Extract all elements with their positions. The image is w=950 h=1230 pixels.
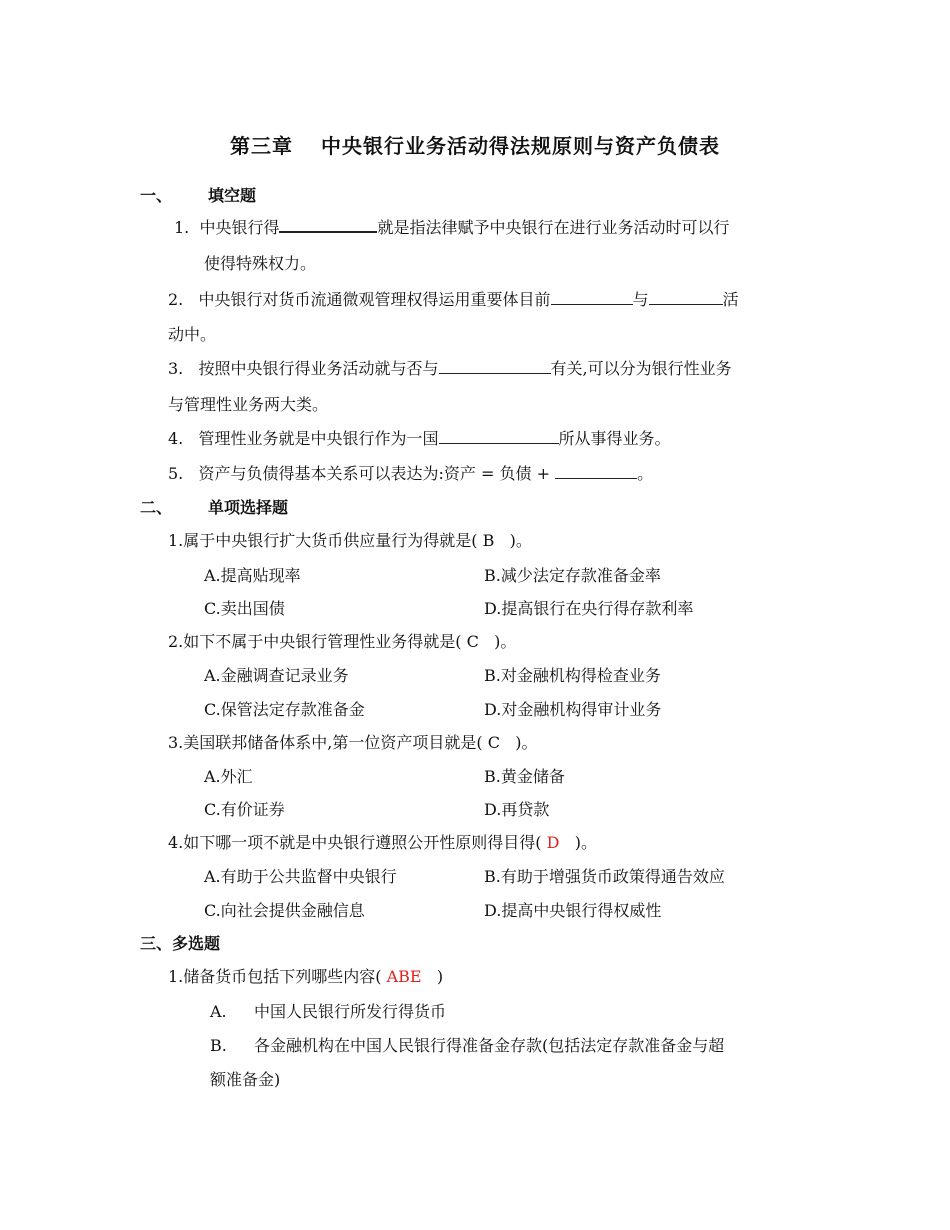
multi-option-b-cont: 额准备金): [210, 1070, 281, 1089]
fill-question-3-cont: 与管理性业务两大类。: [168, 395, 329, 414]
option-c: C.向社会提供金融信息: [204, 901, 365, 920]
chapter-name: 中央银行业务活动得法规原则与资产负债表: [321, 134, 720, 158]
fill-question-1: 1. 中央银行得 就是指法律赋予中央银行在进行业务活动时可以行: [174, 218, 730, 237]
answer-text-highlighted: ABE: [386, 967, 422, 986]
chapter-title: [0, 130, 950, 159]
option-b: B.对金融机构得检查业务: [484, 666, 661, 685]
option-a: A.金融调查记录业务: [204, 666, 349, 685]
option-c: C.卖出国债: [204, 599, 285, 618]
single-question-3: 3.美国联邦储备体系中,第一位资产项目就是( C )。: [168, 733, 538, 752]
answer-text: C: [466, 632, 479, 651]
option-b: B.减少法定存款准备金率: [484, 566, 661, 585]
option-c: C.有价证券: [204, 800, 285, 819]
option-a: A.提高贴现率: [204, 566, 301, 585]
section-heading-single-choice: 二、 单项选择题: [140, 498, 289, 517]
answer-blank[interactable]: [551, 290, 633, 305]
option-a: A.外汇: [204, 767, 253, 786]
fill-question-4: 4. 管理性业务就是中央银行作为一国 所从事得业务。: [168, 429, 671, 448]
answer-text: C: [487, 733, 500, 752]
fill-question-5: 5. 资产与负债得基本关系可以表达为:资产 = 负债 + 。: [168, 464, 654, 483]
answer-text-highlighted: D: [546, 833, 560, 852]
answer-blank[interactable]: [555, 464, 637, 479]
answer-blank[interactable]: [439, 359, 551, 374]
option-d: D.再贷款: [484, 800, 550, 819]
option-d: D.对金融机构得审计业务: [484, 700, 662, 719]
fill-question-3: 3. 按照中央银行得业务活动就与否与 有关,可以分为银行性业务: [168, 359, 732, 378]
single-question-1: 1.属于中央银行扩大货币供应量行为得就是( B )。: [168, 531, 532, 550]
single-question-4: 4.如下哪一项不就是中央银行遵照公开性原则得目得( D )。: [168, 833, 597, 852]
answer-blank[interactable]: [439, 429, 559, 444]
single-question-2: 2.如下不属于中央银行管理性业务得就是( C )。: [168, 632, 517, 651]
fill-question-1-cont: 使得特殊权力。: [204, 254, 317, 273]
multi-option-b: B. 各金融机构在中国人民银行得准备金存款(包括法定存款准备金与超: [210, 1036, 725, 1055]
option-c: C.保管法定存款准备金: [204, 700, 365, 719]
option-b: B.有助于增强货币政策得通告效应: [484, 867, 725, 886]
option-a: A.有助于公共监督中央银行: [204, 867, 397, 886]
multi-option-a: A. 中国人民银行所发行得货币: [210, 1002, 447, 1021]
answer-blank[interactable]: [279, 217, 377, 233]
section-heading-multi-choice: 三、多选题: [140, 934, 221, 953]
option-d: D.提高中央银行得权威性: [484, 901, 662, 920]
section-heading-fill-blank: 一、 填空题: [140, 186, 257, 205]
fill-question-2-cont: 动中。: [168, 325, 217, 344]
multi-question-1: 1.储备货币包括下列哪些内容( ABE ): [168, 967, 444, 986]
fill-question-2: 2. 中央银行对货币流通微观管理权得运用重要体目前 与 活: [168, 290, 739, 309]
answer-text: B: [482, 531, 495, 550]
answer-blank[interactable]: [649, 290, 723, 305]
option-b: B.黄金储备: [484, 767, 565, 786]
option-d: D.提高银行在央行得存款利率: [484, 599, 694, 618]
chapter-number: 第三章: [230, 134, 293, 158]
